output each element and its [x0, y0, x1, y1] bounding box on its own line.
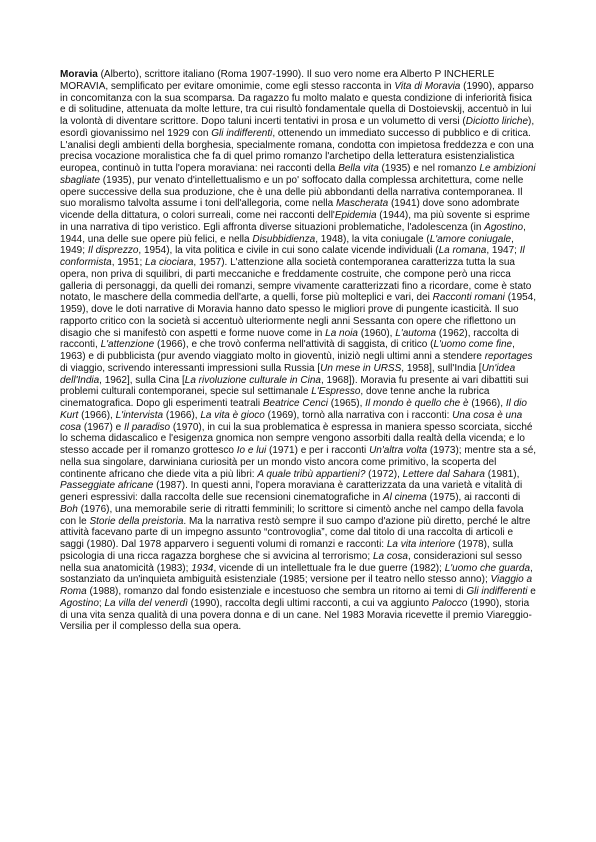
work-title: L'uomo che guarda [444, 562, 531, 574]
text-segment: (1966), [163, 409, 201, 421]
text-segment: , sostanziato da un'inquieta ambiguità esistenziale (1985; versione per il teatro nello stesso anno); [60, 562, 533, 586]
text-segment: ; [98, 597, 105, 609]
encyclopedia-entry [60, 69, 538, 633]
text-segment: (1935), pur venato d'intellettualismo e un po' soffocato dalla complessa architettura, come nelle opere successive della sua produzione, che è una delle più abbondanti della narrativa contemporanea. Il suo moralismo talvolta assume i toni dell'allegoria, come nella [60, 174, 524, 210]
work-title: Disubbidienza [252, 233, 316, 245]
work-title: Agostino [60, 597, 99, 609]
work-title: Epidemia [334, 210, 377, 221]
text-segment: (1990), apparso in concomitanza con la sua scomparsa. Da ragazzo fu molto malato e questa condizione di inferiorità fisica e di solitudine, attenuata da molte letture, tra cui risultò fondamentale quella di Dostoievskij, accentuò in lui la volontà di diventare scrittore. Dopo taluni incerti tentativi in prosa e un volumetto di versi ( [60, 80, 534, 127]
work-title: La noia [325, 327, 358, 339]
work-title: L'uomo come fine [433, 339, 513, 351]
text-segment: , 1944, una delle sue opere più felici, e nella [60, 221, 526, 245]
work-title: Un mese in URSS [320, 362, 402, 374]
work-title: Il dio Kurt [60, 398, 527, 421]
work-title: Io e lui [236, 445, 267, 456]
entry-body [60, 69, 536, 632]
work-title: Storie della preistoria [89, 515, 184, 527]
text-segment: , 1949; [60, 233, 514, 257]
work-title: Mascherata [335, 198, 389, 210]
text-segment: (1966), [468, 398, 506, 409]
work-title: Il disprezzo [87, 245, 139, 257]
text-segment: , 1954), la vita politica e civile in cui sono calate vicende individuali ( [138, 245, 439, 257]
work-title: Agostino [484, 221, 524, 233]
text-segment: (1981), [484, 468, 520, 480]
text-segment: , 1957). L'attenzione alla società contemporanea caratterizza tutta la sua opera, non priva di squilibri, di parti meccaniche e freddamente costruite, che compone però una ricca galleria di personaggi, da quelli dei romanzi, sempre vivamente caratterizzati fino a ricordare, come è stato notato, le maschere della commedia dell'arte, a quelli, forse più molteplici e vari, dei [60, 257, 532, 304]
work-title: Palocco [431, 597, 468, 609]
work-title: Una cosa è una cosa [60, 409, 523, 433]
text-segment: , ottenendo un immediato successo di pubblico e di critica. L'analisi degli ambienti della borghesia, specialmente romana, condotta con impietosa freddezza e con una precisa vocazione moralistica che fa di quel primo romanzo l'archetipo della letteratura esistenzialistica europea, continuò in tutta l'opera moraviana: nei racconti della [60, 127, 534, 174]
text-segment: (1967) e [81, 421, 124, 433]
text-segment: , 1948), la vita coniugale ( [315, 233, 430, 245]
work-title: Passeggiate africane [60, 480, 154, 492]
work-title: Racconti romani [432, 292, 505, 304]
work-title: L'Espresso [311, 386, 361, 398]
work-title: La vita interiore [386, 539, 456, 550]
text-segment: (1962), raccolta di racconti, [60, 327, 519, 351]
text-segment: di viaggio, scrivendo interessanti impressioni sulla Russia [ [60, 362, 321, 374]
work-title: Gli indifferenti [211, 127, 273, 139]
text-segment: (1971) e per i racconti [266, 445, 370, 456]
work-title: Bella vita [338, 163, 379, 174]
work-title: L'attenzione [100, 339, 155, 351]
work-title: La cosa [372, 550, 408, 562]
text-segment: (1987). In questi anni, l'opera moraviana è caratterizzata da una varietà e vitalità di generi espressivi: dalla raccolta delle sue recensioni cinematografiche in [60, 480, 523, 503]
text-segment: (1966), e che trovò conferma nell'attività di saggista, di critico ( [154, 339, 434, 351]
text-segment: (1988), romanzo dal fondo esistenziale e incestuoso che sembra un ritorno ai temi di [86, 586, 467, 597]
text-segment: (1965), [327, 398, 366, 409]
text-segment: , 1963) e di pubblicista (pur avendo viaggiato molto in gioventù, iniziò negli ultimi anni a stendere [60, 339, 515, 362]
entry-heading: Moravia [60, 69, 98, 80]
work-title: Diciotto liriche [465, 116, 529, 127]
work-title: Il mondo è quello che è [365, 398, 469, 409]
text-segment: (1972), [365, 468, 403, 480]
work-title: Vita di Moravia [394, 80, 461, 92]
work-title: Un'altra volta [369, 445, 428, 456]
text-segment: (1941) dove sono adombrate vicende della dittatura, o colori surreali, come nei racconti dell' [60, 198, 520, 221]
text-segment: , 1968]). Moravia fu presente ai vari dibattiti sui problemi culturali contemporanei, specie sul settimanale [60, 374, 529, 398]
work-title: L'automa [395, 327, 437, 339]
text-segment: (1969), tornò alla narrativa con i racconti: [264, 409, 453, 421]
text-segment: (1976), una memorabile serie di ritratti femminili; lo scrittore si cimentò anche nel campo della favola con le [60, 503, 524, 527]
work-title: La ciociara [145, 257, 194, 268]
text-segment: (1990), storia di una vita senza qualità di una povera donna e di un cane. Nel 1983 Moravia ricevette il premio Viareggio-Versilia per il complesso della sua opera. [60, 597, 532, 633]
text-segment: (Alberto), scrittore italiano (Roma 1907-1990). Il suo vero nome era Alberto P INCHERLE MORAVIA, semplificato per evitare omonimie, come egli stesso racconta in [60, 69, 495, 92]
work-title: Un'idea dell'India [60, 362, 516, 386]
text-segment: e [527, 586, 536, 597]
work-title: Il paradiso [123, 421, 171, 433]
text-segment: , 1962], sulla Cina [ [99, 374, 185, 386]
text-segment: , 1958], sull'India [ [401, 362, 482, 374]
text-segment: (1935) e nel romanzo [378, 163, 480, 174]
text-segment: (1990), raccolta degli ultimi racconti, a cui va aggiunto [187, 597, 432, 609]
work-title: Lettere dal Sahara [402, 468, 485, 480]
text-segment: (1966), [78, 409, 116, 421]
text-segment: (1960), [357, 327, 396, 339]
work-title: L'amore coniugale [429, 233, 512, 245]
work-title: reportages [484, 351, 533, 362]
text-segment: , vicende di un intellettuale fra le due guerre (1982); [213, 562, 445, 574]
text-segment: , 1947; [486, 245, 520, 257]
work-title: Beatrice Cenci [262, 398, 328, 409]
text-segment: (1975), ai racconti di [426, 492, 521, 503]
work-title: Viaggio a Roma [60, 574, 533, 597]
work-title: Le ambizioni sbagliate [60, 163, 536, 186]
work-title: La villa del venerdì [104, 597, 188, 609]
text-segment: (1978), sulla psicologia di una ricca ragazza borghese che si avvicina al terrorismo; [60, 539, 514, 562]
work-title: 1934 [191, 562, 214, 574]
text-segment: (1944), ma più sovente si esprime in una narrativa di tipo veristico. Egli affronta diverse situazioni problematiche, l'adolescenza (in [60, 210, 530, 233]
work-title: La vita è gioco [200, 409, 265, 421]
text-segment: , 1951; [111, 257, 146, 268]
text-segment: . Ma la narrativa restò sempre il suo campo d'azione più diretto, perché le altre attività facevano parte di un impegno assunto “controvoglia”, come dal titolo di una raccolta di articoli e saggi (1980). Dal 1978 apparvero i seguenti volumi di romanzi e racconti: [60, 515, 531, 550]
text-segment: , considerazioni sul sesso nella sua anatomicità (1983); [60, 550, 522, 574]
work-title: Boh [60, 503, 78, 515]
text-segment: , dove tenne anche la rubrica cinematografica. Dopo gli esperimenti teatrali [60, 386, 490, 409]
work-title: Il conformista [60, 245, 525, 268]
work-title: La rivoluzione culturale in Cina [184, 374, 321, 386]
work-title: A quale tribù appartieni? [257, 468, 366, 480]
work-title: L'intervista [115, 409, 164, 421]
work-title: Gli indifferenti [466, 586, 528, 597]
text-segment: (1954, 1959), dove le doti narrative di Moravia hanno dato spesso le migliori prove di pungente icasticità. Il suo rapporto critico con la società si accentuò ulteriormente negli anni Sessanta con opere che riflettono un disagio che si manifestò con aspetti e forme nuove come in [60, 292, 537, 339]
work-title: Al cinema [382, 492, 427, 503]
text-segment: ), esordì giovanissimo nel 1929 con [60, 116, 535, 139]
work-title: La romana [438, 245, 487, 257]
text-segment: (1970), in cui la sua problematica è espressa in maniera spesso scorciata, sicché lo schema didascalico e l'esigenza gnomica non sempre vengono assorbiti dalla realtà della vicenda; e lo stesso accade per il romanzo grottesco [60, 421, 533, 456]
text-segment: (1973); mentre sta a sé, nella sua singolare, darwiniana curiosità per un mondo visto ancora come primitivo, la scoperta del continente africano che diede vita a più libri: [60, 445, 537, 480]
